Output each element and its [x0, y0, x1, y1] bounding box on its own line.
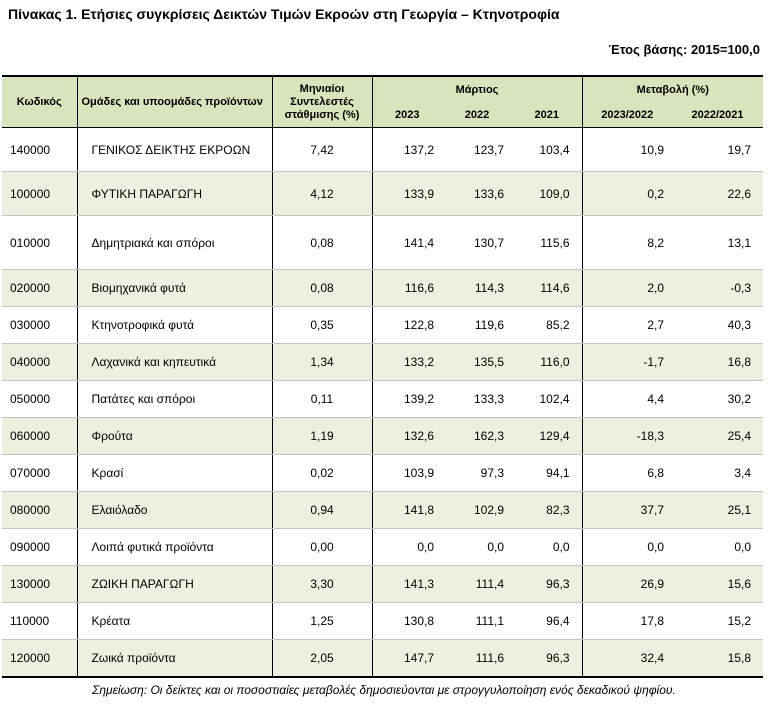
- row-code: 090000: [2, 529, 77, 566]
- row-code: 110000: [2, 603, 77, 640]
- row-change-2023-2022: 2,0: [582, 270, 672, 307]
- row-value-2023: 122,8: [372, 307, 442, 344]
- row-name: ΦΥΤΙΚΗ ΠΑΡΑΓΩΓΗ: [77, 172, 272, 216]
- row-value-2021: 96,3: [512, 640, 582, 677]
- row-code: 060000: [2, 418, 77, 455]
- row-value-2022: 0,0: [442, 529, 512, 566]
- row-value-2022: 111,1: [442, 603, 512, 640]
- row-weight: 7,42: [272, 128, 372, 172]
- row-code: 030000: [2, 307, 77, 344]
- row-value-2022: 111,4: [442, 566, 512, 603]
- table-row: [2, 307, 763, 344]
- row-change-2022-2021: 3,4: [672, 455, 763, 492]
- row-code: 070000: [2, 455, 77, 492]
- row-weight: 1,25: [272, 603, 372, 640]
- row-name: Δημητριακά και σπόροι: [77, 216, 272, 270]
- row-change-2023-2022: 0,2: [582, 172, 672, 216]
- row-weight: 0,11: [272, 381, 372, 418]
- row-code: 020000: [2, 270, 77, 307]
- row-value-2021: 96,3: [512, 566, 582, 603]
- table-row: [2, 640, 763, 677]
- row-change-2022-2021: 40,3: [672, 307, 763, 344]
- row-name: ΖΩΙΚΗ ΠΑΡΑΓΩΓΗ: [77, 566, 272, 603]
- row-code: 040000: [2, 344, 77, 381]
- table-row: [2, 216, 763, 270]
- row-weight: 0,35: [272, 307, 372, 344]
- row-name: Κτηνοτροφικά φυτά: [77, 307, 272, 344]
- table-row: [2, 128, 763, 172]
- row-change-2023-2022: 17,8: [582, 603, 672, 640]
- row-name: Λοιπά φυτικά προϊόντα: [77, 529, 272, 566]
- table-row: [2, 172, 763, 216]
- row-weight: 3,30: [272, 566, 372, 603]
- row-value-2021: 103,4: [512, 128, 582, 172]
- row-code: 050000: [2, 381, 77, 418]
- row-name: ΓΕΝΙΚΟΣ ΔΕΙΚΤΗΣ ΕΚΡΟΩΝ: [77, 128, 272, 172]
- row-change-2022-2021: 25,1: [672, 492, 763, 529]
- row-code: 100000: [2, 172, 77, 216]
- row-weight: 0,08: [272, 270, 372, 307]
- row-value-2021: 0,0: [512, 529, 582, 566]
- header-2023: 2023: [372, 102, 442, 128]
- row-value-2022: 102,9: [442, 492, 512, 529]
- row-code: 080000: [2, 492, 77, 529]
- row-value-2023: 141,3: [372, 566, 442, 603]
- row-name: Κρασί: [77, 455, 272, 492]
- row-change-2022-2021: 15,8: [672, 640, 763, 677]
- row-value-2023: 139,2: [372, 381, 442, 418]
- header-change: Μεταβολή (%): [582, 76, 763, 102]
- row-weight: 0,94: [272, 492, 372, 529]
- row-value-2023: 0,0: [372, 529, 442, 566]
- row-name: Λαχανικά και κηπευτικά: [77, 344, 272, 381]
- row-weight: 1,19: [272, 418, 372, 455]
- price-index-table: [2, 75, 763, 678]
- row-value-2023: 103,9: [372, 455, 442, 492]
- table-row: [2, 418, 763, 455]
- row-code: 140000: [2, 128, 77, 172]
- row-value-2021: 96,4: [512, 603, 582, 640]
- row-value-2022: 111,6: [442, 640, 512, 677]
- row-value-2022: 119,6: [442, 307, 512, 344]
- row-change-2022-2021: 22,6: [672, 172, 763, 216]
- footnote: Σημείωση: Οι δείκτες και οι ποσοστιαίες μεταβολές δημοσιεύονται με στρογγυλοποίηση ενός δεκαδικού ψηφίου.: [92, 683, 676, 697]
- row-change-2022-2021: 19,7: [672, 128, 763, 172]
- table-row: [2, 603, 763, 640]
- row-value-2022: 114,3: [442, 270, 512, 307]
- row-change-2023-2022: 4,4: [582, 381, 672, 418]
- row-change-2023-2022: -18,3: [582, 418, 672, 455]
- row-code: 010000: [2, 216, 77, 270]
- header-2022: 2022: [442, 102, 512, 128]
- row-weight: 4,12: [272, 172, 372, 216]
- row-change-2023-2022: 26,9: [582, 566, 672, 603]
- row-value-2023: 141,8: [372, 492, 442, 529]
- row-value-2023: 147,7: [372, 640, 442, 677]
- row-value-2023: 132,6: [372, 418, 442, 455]
- row-value-2021: 114,6: [512, 270, 582, 307]
- table-row: [2, 344, 763, 381]
- row-change-2022-2021: 30,2: [672, 381, 763, 418]
- header-code: Κωδικός: [2, 76, 77, 128]
- row-value-2023: 116,6: [372, 270, 442, 307]
- row-value-2021: 129,4: [512, 418, 582, 455]
- row-weight: 0,02: [272, 455, 372, 492]
- row-value-2023: 133,2: [372, 344, 442, 381]
- header-march: Μάρτιος: [372, 76, 582, 102]
- row-change-2023-2022: 2,7: [582, 307, 672, 344]
- row-change-2023-2022: 32,4: [582, 640, 672, 677]
- row-value-2022: 133,6: [442, 172, 512, 216]
- row-value-2022: 123,7: [442, 128, 512, 172]
- table-row: [2, 270, 763, 307]
- row-value-2021: 116,0: [512, 344, 582, 381]
- row-value-2022: 130,7: [442, 216, 512, 270]
- row-value-2021: 94,1: [512, 455, 582, 492]
- row-value-2021: 82,3: [512, 492, 582, 529]
- row-change-2022-2021: -0,3: [672, 270, 763, 307]
- row-code: 130000: [2, 566, 77, 603]
- row-value-2023: 130,8: [372, 603, 442, 640]
- row-change-2023-2022: 37,7: [582, 492, 672, 529]
- row-change-2022-2021: 0,0: [672, 529, 763, 566]
- row-change-2022-2021: 16,8: [672, 344, 763, 381]
- row-weight: 0,08: [272, 216, 372, 270]
- row-change-2023-2022: 6,8: [582, 455, 672, 492]
- row-change-2023-2022: 10,9: [582, 128, 672, 172]
- row-name: Φρούτα: [77, 418, 272, 455]
- row-name: Βιομηχανικά φυτά: [77, 270, 272, 307]
- table-row: [2, 492, 763, 529]
- row-value-2021: 85,2: [512, 307, 582, 344]
- row-change-2022-2021: 13,1: [672, 216, 763, 270]
- row-value-2022: 162,3: [442, 418, 512, 455]
- row-code: 120000: [2, 640, 77, 677]
- header-change-2022-2021: 2022/2021: [672, 102, 763, 128]
- row-change-2022-2021: 25,4: [672, 418, 763, 455]
- row-change-2022-2021: 15,6: [672, 566, 763, 603]
- row-value-2021: 109,0: [512, 172, 582, 216]
- row-name: Πατάτες και σπόροι: [77, 381, 272, 418]
- table-row: [2, 529, 763, 566]
- row-change-2023-2022: 8,2: [582, 216, 672, 270]
- row-name: Ζωικά προϊόντα: [77, 640, 272, 677]
- table-row: [2, 381, 763, 418]
- row-change-2022-2021: 15,2: [672, 603, 763, 640]
- row-name: Κρέατα: [77, 603, 272, 640]
- row-name: Ελαιόλαδο: [77, 492, 272, 529]
- row-value-2021: 102,4: [512, 381, 582, 418]
- table-title: Πίνακας 1. Ετήσιες συγκρίσεις Δεικτών Τιμών Εκροών στη Γεωργία – Κτηνοτροφία: [8, 6, 560, 22]
- row-value-2022: 97,3: [442, 455, 512, 492]
- header-2021: 2021: [512, 102, 582, 128]
- row-value-2021: 115,6: [512, 216, 582, 270]
- row-weight: 2,05: [272, 640, 372, 677]
- base-year: Έτος βάσης: 2015=100,0: [608, 42, 760, 57]
- header-change-2023-2022: 2023/2022: [582, 102, 672, 128]
- row-weight: 1,34: [272, 344, 372, 381]
- row-value-2022: 133,3: [442, 381, 512, 418]
- header-weights: Μηνιαίοι Συντελεστές στάθμισης (%): [272, 76, 372, 128]
- row-value-2023: 141,4: [372, 216, 442, 270]
- row-weight: 0,00: [272, 529, 372, 566]
- row-change-2023-2022: -1,7: [582, 344, 672, 381]
- row-change-2023-2022: 0,0: [582, 529, 672, 566]
- row-value-2023: 133,9: [372, 172, 442, 216]
- table-row: [2, 566, 763, 603]
- header-groups: Ομάδες και υποομάδες προϊόντων: [77, 76, 272, 128]
- table-row: [2, 455, 763, 492]
- row-value-2023: 137,2: [372, 128, 442, 172]
- row-value-2022: 135,5: [442, 344, 512, 381]
